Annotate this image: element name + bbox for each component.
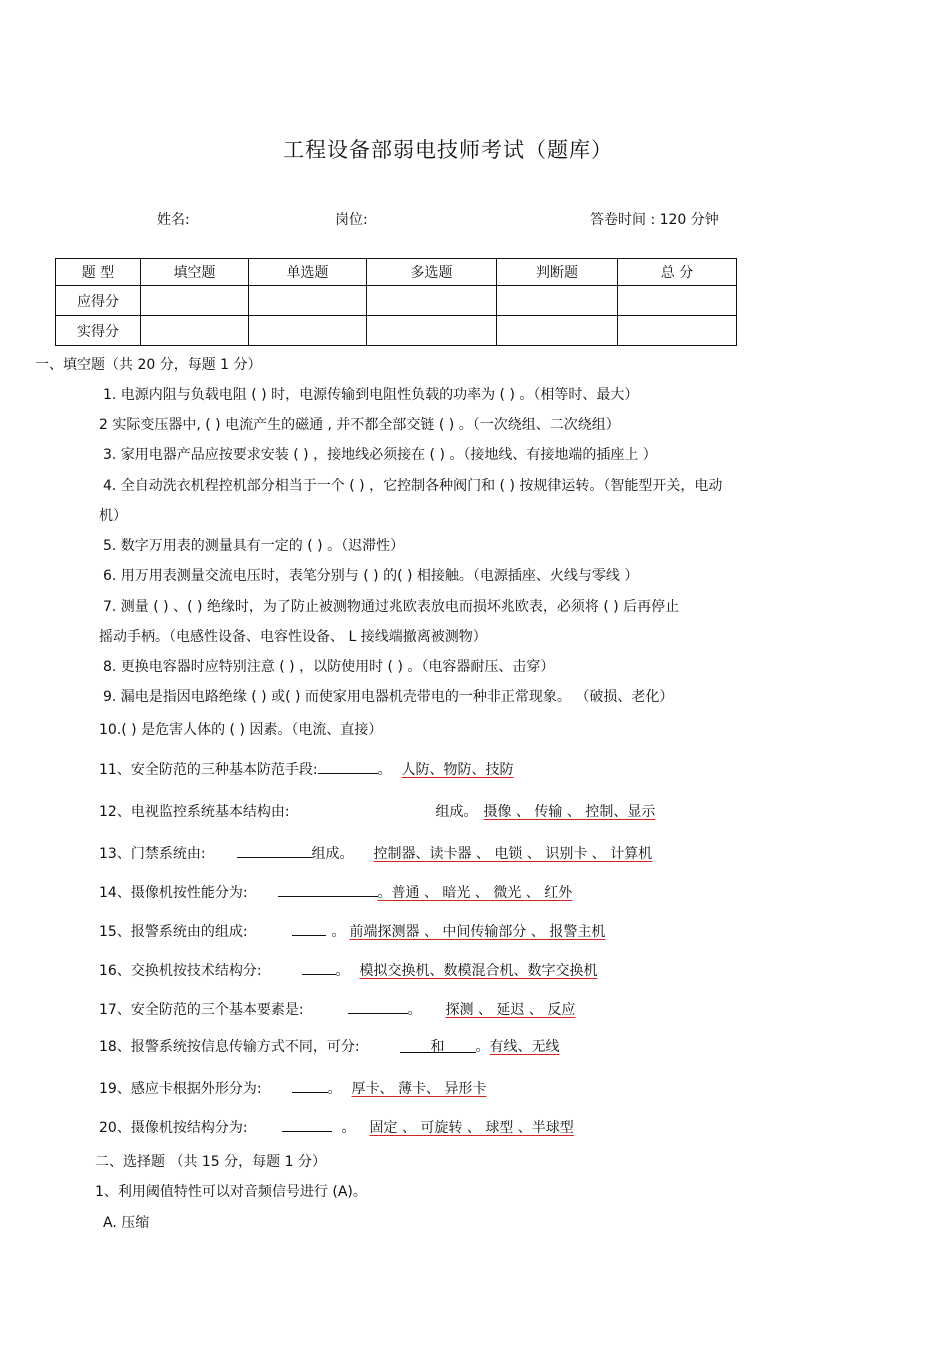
question-13-punct: 组成。 bbox=[311, 846, 354, 862]
score-table-header bbox=[56, 259, 737, 286]
question-18 bbox=[99, 1038, 560, 1056]
question-8: 8. 更换电容器时应特别注意 ( ) ，以防使用时 ( ) 。（电容器耐压、击穿） bbox=[103, 659, 555, 675]
answer-text: 人防、物防、技防 bbox=[401, 762, 514, 778]
answer-text: 厚卡、 薄卡、 异形卡 bbox=[351, 1081, 487, 1097]
question-4: 4. 全自动洗衣机程控机部分相当于一个 ( ) ，它控制各种阀门和 ( ) 按规律运转。（智能型开关，电动 bbox=[103, 478, 723, 494]
question-18-punct: 。 bbox=[475, 1039, 490, 1055]
question-5: 5. 数字万用表的测量具有一定的 ( ) 。（迟滞性） bbox=[103, 538, 405, 554]
question-11 bbox=[99, 759, 514, 779]
question-16 bbox=[99, 960, 598, 980]
score-cell[interactable] bbox=[367, 286, 497, 316]
question-19 bbox=[99, 1078, 486, 1098]
question-20 bbox=[99, 1117, 574, 1137]
question-17-punct: 。 bbox=[407, 1002, 422, 1018]
score-cell[interactable] bbox=[618, 316, 737, 346]
question-7: 7. 测量 ( ) 、( ) 绝缘时，为了防止被测物通过兆欧表放电而损坏兆欧表，必须将 ( ) 后再停止 bbox=[103, 599, 680, 615]
header-cell-fill: 填空题 bbox=[141, 259, 249, 286]
question-10: 10.( ) 是危害人体的 ( ) 因素。（电流、直接） bbox=[99, 722, 383, 738]
answer-blank[interactable] bbox=[318, 759, 378, 774]
row-label-actual: 实得分 bbox=[56, 316, 141, 346]
answer-blank[interactable] bbox=[302, 960, 336, 975]
answer-text: 。普通 、 暗光 、 微光 、 红外 bbox=[377, 885, 573, 901]
score-cell[interactable] bbox=[618, 286, 737, 316]
answer-text: 有线、无线 bbox=[489, 1039, 560, 1055]
answer-text: 模拟交换机、数模混合机、数字交换机 bbox=[359, 963, 598, 979]
question-3: 3. 家用电器产品应按要求安装 ( ) ，接地线必须接在 ( ) 。（接地线、有接地端的插座上 ） bbox=[103, 447, 657, 463]
question-13 bbox=[99, 843, 652, 863]
question-18-text: 18、报警系统按信息传输方式不同，可分: bbox=[99, 1039, 360, 1055]
question-16-text: 16、交换机按技术结构分: bbox=[99, 963, 262, 979]
question-6: 6. 用万用表测量交流电压时，表笔分别与 ( ) 的( ) 相接触。（电源插座、火线与零线 ） bbox=[103, 568, 639, 584]
score-cell[interactable] bbox=[497, 286, 618, 316]
time-label: 答卷时间 : 120 分钟 bbox=[590, 212, 719, 228]
question-17 bbox=[99, 999, 575, 1019]
answer-text: 探测 、 延迟 、 反应 bbox=[445, 1002, 576, 1018]
question-19-punct: 。 bbox=[327, 1081, 342, 1097]
score-cell[interactable] bbox=[141, 316, 249, 346]
answer-text: 固定 、 可旋转 、 球型 、半球型 bbox=[369, 1120, 574, 1136]
page-title: 工程设备部弱电技师考试（题库） bbox=[283, 138, 613, 162]
question-4-cont: 机） bbox=[99, 508, 127, 524]
answer-text: 控制器、读卡器 、 电锁 、 识别卡 、 计算机 bbox=[373, 846, 653, 862]
question-1: 1. 电源内阻与负载电阻 ( ) 时，电源传输到电阻性负载的功率为 ( ) 。（相等时、最大） bbox=[103, 387, 639, 403]
score-cell[interactable] bbox=[497, 316, 618, 346]
question-9: 9. 漏电是指因电路绝缘 ( ) 或( ) 而使家用电器机壳带电的一种非正常现象。 （破损、老化） bbox=[103, 689, 674, 705]
question-15 bbox=[99, 921, 605, 941]
question-11-text: 11、安全防范的三种基本防范手段: bbox=[99, 762, 318, 778]
choice-option-a: A. 压缩 bbox=[103, 1215, 150, 1231]
question-2: 2 实际变压器中, ( ) 电流产生的磁通 , 并不都全部交链 ( ) 。（一次绕组、二次绕组） bbox=[99, 417, 620, 433]
question-20-text: 20、摄像机按结构分为: bbox=[99, 1120, 248, 1136]
answer-blank[interactable] bbox=[237, 843, 312, 858]
header-cell-multi: 多选题 bbox=[367, 259, 497, 286]
question-12-punct: 组成。 bbox=[435, 804, 478, 820]
question-14 bbox=[99, 882, 572, 902]
score-cell[interactable] bbox=[249, 316, 367, 346]
answer-blank[interactable] bbox=[292, 1078, 328, 1093]
choice-question-1: 1、利用阈值特性可以对音频信号进行 (A)。 bbox=[95, 1184, 367, 1200]
question-17-text: 17、安全防范的三个基本要素是: bbox=[99, 1002, 304, 1018]
section1-heading: 一、填空题（共 20 分，每题 1 分） bbox=[35, 357, 262, 373]
answer-text: 前端探测器 、 中间传输部分 、 报警主机 bbox=[349, 924, 606, 940]
answer-blank[interactable]: 和 bbox=[400, 1038, 476, 1053]
answer-blank[interactable] bbox=[278, 882, 378, 897]
table-row bbox=[56, 286, 737, 316]
question-12 bbox=[99, 803, 655, 821]
question-16-punct: 。 bbox=[335, 963, 350, 979]
table-row bbox=[56, 316, 737, 346]
question-12-text: 12、电视监控系统基本结构由: bbox=[99, 804, 290, 820]
answer-blank[interactable] bbox=[292, 921, 326, 936]
header-cell-total: 总 分 bbox=[618, 259, 737, 286]
name-label: 姓名: bbox=[157, 212, 190, 228]
question-7-cont: 摇动手柄。（电感性设备、电容性设备、 L 接线端撤离被测物） bbox=[99, 629, 487, 645]
post-label: 岗位: bbox=[335, 212, 368, 228]
question-20-punct: 。 bbox=[341, 1120, 356, 1136]
header-cell-single: 单选题 bbox=[249, 259, 367, 286]
answer-text: 摄像 、 传输 、 控制、显示 bbox=[483, 804, 656, 820]
question-14-text: 14、摄像机按性能分为: bbox=[99, 885, 248, 901]
score-cell[interactable] bbox=[367, 316, 497, 346]
question-13-text: 13、门禁系统由: bbox=[99, 846, 206, 862]
header-cell-judge: 判断题 bbox=[497, 259, 618, 286]
row-label-expected: 应得分 bbox=[56, 286, 141, 316]
answer-blank[interactable] bbox=[282, 1117, 332, 1132]
question-19-text: 19、感应卡根据外形分为: bbox=[99, 1081, 262, 1097]
score-cell[interactable] bbox=[249, 286, 367, 316]
question-15-text: 15、报警系统由的组成: bbox=[99, 924, 248, 940]
section2-heading: 二、选择题 （共 15 分，每题 1 分） bbox=[95, 1154, 326, 1170]
question-15-punct: 。 bbox=[331, 924, 346, 940]
answer-blank[interactable] bbox=[348, 999, 408, 1014]
score-cell[interactable] bbox=[141, 286, 249, 316]
question-11-punct: 。 bbox=[377, 762, 392, 778]
header-cell-type: 题 型 bbox=[56, 259, 141, 286]
score-table bbox=[55, 258, 737, 346]
